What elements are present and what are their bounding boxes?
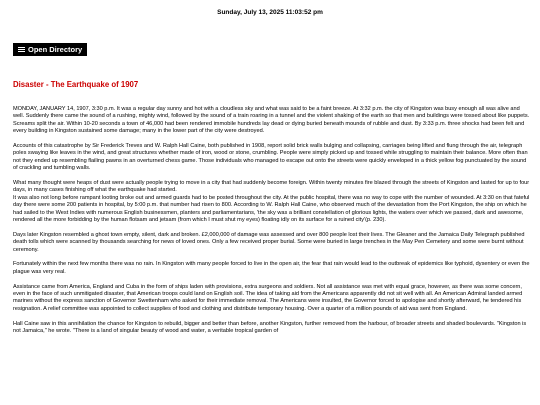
article-paragraph: MONDAY, JANUARY 14, 1907, 3:30 p.m. It was a regular day sunny and hot with a cloudless sky and what was said to be a faint breeze. At 3:32 p.m. the city of Kingston was busy enough all was alive and well. Suddenly there came the sound of a rushing, mighty wind, followed by the sound of a train roaring in a tunnel and the violent shaking of the earth so that men and buildings were tossed about like puppets. Screams split the air. Within 10-20 seconds a town of 46,000 had been rendered immobile hundreds lay dead or dying buried beneath mounds of rubble and dust. By 3:33 p.m. three shocks had been felt and every building in Kingston sustained some damage; many in the lower part of the city were destroyed. [13,106,530,135]
open-directory-button[interactable] [13,43,87,56]
open-directory-label: Open Directory [28,45,83,54]
hamburger-menu-icon [18,45,25,53]
article-paragraph: Assistance came from America, England and Cuba in the form of ships laden with provisions, extra surgeons and soldiers. Not all assistance was met with equal grace, however, as there was some concern, even in the face of such unmitigated disaster, that American troops could land on English soil. The idea of taking aid from the Americans apparently did not sit well with all. An American Admiral landed armed marines without the express sanction of Governor Swettenham who asked for their immediate removal. The Americans were insulted, the Governor forced to apologise and shortly afterward, he tendered his resignation. A relief committee was appointed to collect supplies of food and clothing and distribute temporary housing. Over a quarter of a million pounds of aid was sent from England. [13,283,523,312]
article-paragraph: Fortunately within the next few months there was no rain. In Kingston with many people forced to live in the open air, the fear that rain would lead to the outbreak of epidemics like typhoid, dysentery or even the plague was very real. [13,261,530,275]
article-paragraph: Accounts of this catastrophe by Sir Frederick Treves and W. Ralph Hall Caine, both published in 1908, report solid brick walls bulging and collapsing, carriages being lifted and flung through the air, telegraph poles swaying like leaves in the wind, and great structures whether made of iron, wood or stone, crumbling. People were simply picked up and tossed while struggling to maintain their balance. More often than not they ended up resembling flailing pawns in an overturned chess game. Those individuals who managed to escape out onto the streets were quickly enveloped in a thick yellow fog punctuated by the sound of crackling and tumbling walls. [13,143,528,172]
article-title: Disaster - The Earthquake of 1907 [13,80,139,89]
article-body [13,106,531,343]
header-datetime: Sunday, July 13, 2025 11:03:52 pm [217,9,323,16]
article-paragraph: Days later Kingston resembled a ghost town empty, silent, dark and broken. £2,000,000 of damage was assessed and over 800 people lost their lives. The Gleaner and the Jamaica Daily Telegraph published death tolls which were scanned by thousands searching for news of loved ones. Only a few received proper burial. Some were buried in large trenches in the May Pen Cemetery and some were burnt without ceremony. [13,231,525,253]
article-paragraph: What many thought were heaps of dust were actually people trying to move in a city that had suddenly become foreign. Within twenty minutes fire blazed through the streets of Kingston and lasted for up to four days, in many cases finishing off what the earthquake had started. It was also not long before rampant looting broke out and armed guards had to be posted throughout the city. At the public hospital, there was no way to cope with the number of wounded. At 3:30 on that fateful day there were some 200 patients in hospital, by 5:00 p.m. that number had risen to 800. According to W. Ralph Hall Caine, who observed much of the devastation from the Port Kingston, the ship on which he had sailed to the West Indies with numerous English businessmen, planters and parliamentarians, 'the sky was a brilliant constellation of glorious lights, the waters over which we passed, dark and awesome, rendered all the more forbidding by the human flotsam and jetsam (from which I must shut my eyes) floating idly on its surface for a ruined city'(p. 230). [13,180,530,224]
article-paragraph: Hall Caine saw in this annihilation the chance for Kingston to rebuild, bigger and better than before, another Kingston, further removed from the harbour, of broader streets and shaded boulevards. "Kingston is not Jamaica," he wrote. "There is a land of singular beauty of wood and water, a veritable tropical garden of [13,320,527,335]
